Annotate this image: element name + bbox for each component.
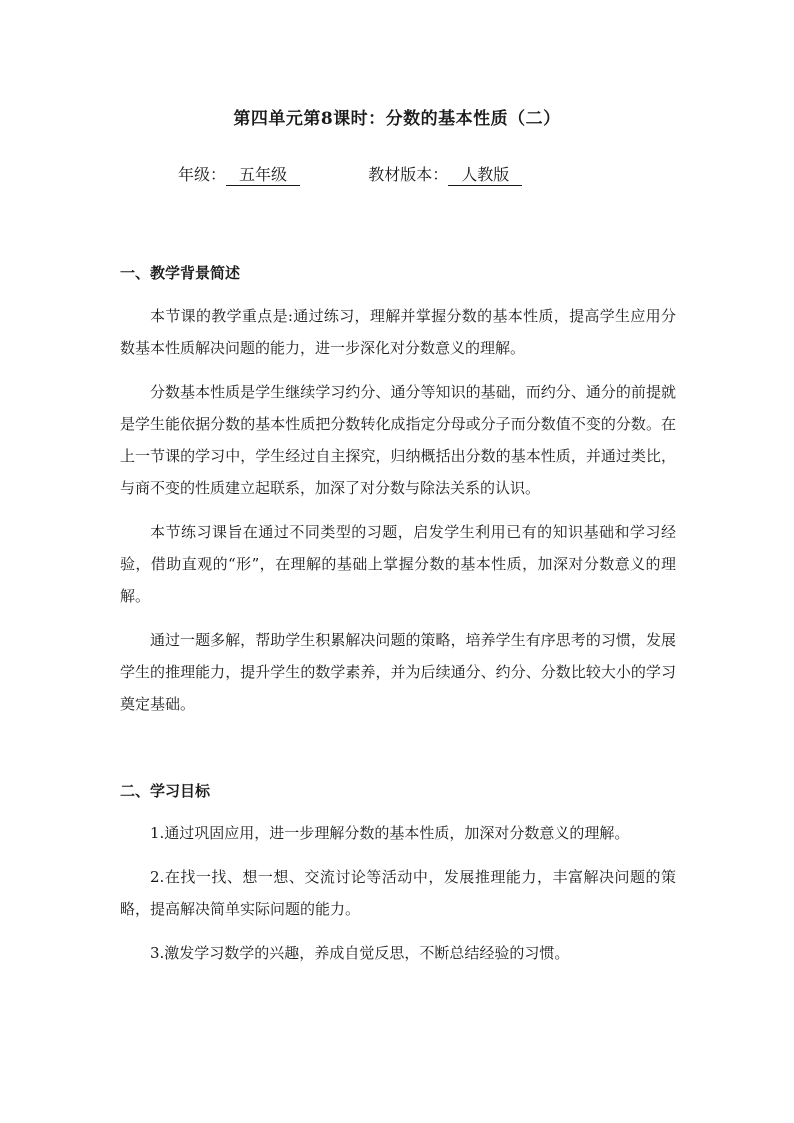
objective-item: 1.通过巩固应用，进一步理解分数的基本性质，加深对分数意义的理解。 <box>150 824 630 842</box>
page-title: 第四单元第8课时：分数的基本性质（二） <box>233 109 561 129</box>
section-heading-background: 一、教学背景简述 <box>120 264 241 282</box>
section-heading-objectives: 二、学习目标 <box>120 782 211 800</box>
grade-value: 五年级 <box>226 166 300 186</box>
paragraph: 本节练习课旨在通过不同类型的习题，启发学生利用已有的知识基础和学习经验，借助直观的“形”，在理解的基础上掌握分数的基本性质，加深对分数意义的理解。 <box>120 523 676 605</box>
paragraph: 本节课的教学重点是:通过练习，理解并掌握分数的基本性质，提高学生应用分数基本性质解决问题的能力，进一步深化对分数意义的理解。 <box>120 307 676 357</box>
paragraph: 分数基本性质是学生继续学习约分、通分等知识的基础，而约分、通分的前提就是学生能依据分数的基本性质把分数转化成指定分母或分子而分数值不变的分数。在上一节课的学习中，学生经过自主探究，归纳概括出分数的基本性质，并通过类比，与商不变的性质建立起联系，加深了对分数与除法关系的认识。 <box>120 383 676 497</box>
grade-label: 年级： <box>178 165 227 184</box>
paragraph: 通过一题多解，帮助学生积累解决问题的策略，培养学生有序思考的习惯，发展学生的推理能力，提升学生的数学素养，并为后续通分、约分、分数比较大小的学习奠定基础。 <box>120 631 676 713</box>
edition-value: 人教版 <box>448 166 522 186</box>
objective-item: 2.在找一找、想一想、交流讨论等活动中，发展推理能力，丰富解决问题的策略，提高解决简单实际问题的能力。 <box>120 868 676 918</box>
lesson-meta <box>178 162 522 186</box>
objective-item: 3.激发学习数学的兴趣，养成自觉反思，不断总结经验的习惯。 <box>150 944 570 962</box>
edition-label: 教材版本： <box>368 165 449 184</box>
